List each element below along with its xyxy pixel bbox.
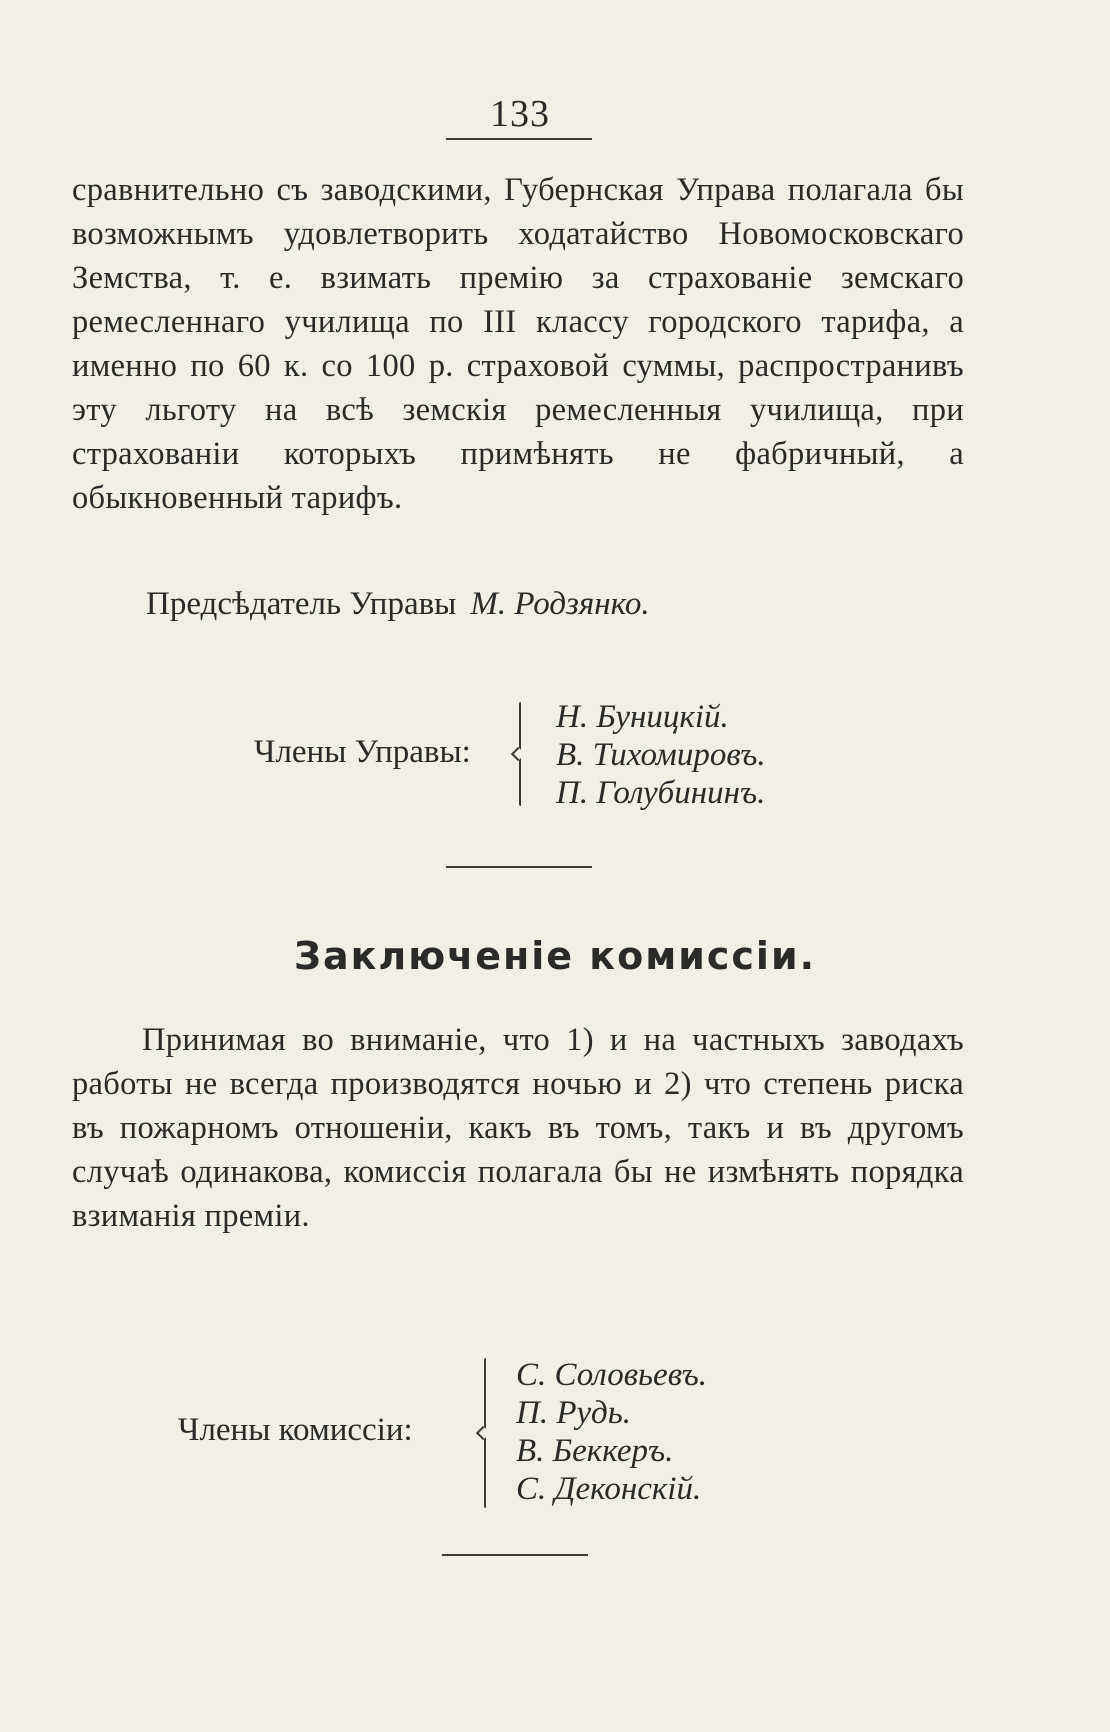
board-member-name: В. Тихомировъ.	[556, 737, 766, 773]
commission-members-brace-point	[476, 1426, 490, 1440]
section-divider	[446, 866, 592, 868]
commission-conclusion-heading: Заключеніе комиссіи.	[293, 934, 817, 978]
commission-members-list	[516, 1356, 707, 1508]
commission-member-name: В. Беккеръ.	[516, 1433, 674, 1469]
paragraph-chairman-report: сравнительно съ заводскими, Губернская Управа полагала бы возможнымъ удовлетворить ходатайство Новомосковскаго Земства, т. е. взимать премію за страхованіе земскаго ремесленнаго училища по III классу городского тарифа, а именно по 60 к. со 100 р. страховой суммы, распространивъ эту льготу на всѣ земскія ремесленныя училища, при страхованіи которыхъ примѣнять не фабричный, а обыкновенный тарифъ.	[72, 172, 964, 516]
paragraph-commission-conclusion	[72, 1018, 964, 1238]
closing-divider	[442, 1554, 588, 1556]
commission-member-name: П. Рудь.	[516, 1395, 632, 1431]
commission-members-label: Члены комиссіи:	[178, 1412, 413, 1448]
board-member-name: П. Голубининъ.	[556, 775, 766, 811]
page-number: 133	[490, 93, 550, 135]
chairman-name: М. Родзянко.	[470, 586, 650, 622]
commission-member-name: С. Деконскій.	[516, 1471, 702, 1507]
board-members-list	[556, 698, 766, 812]
page-number-rule	[446, 138, 592, 140]
board-members-brace-point	[511, 747, 525, 761]
board-members-label: Члены Управы:	[254, 734, 471, 770]
board-member-name: Н. Буницкій.	[556, 699, 729, 735]
chairman-label: Предсѣдатель Управы	[146, 586, 457, 622]
chairman-signature	[146, 586, 650, 623]
paragraph-commission-text: Принимая во вниманіе, что 1) и на частныхъ заводахъ работы не всегда производятся ночью и 2) что степень риска въ пожарномъ отношеніи, какъ въ томъ, такъ и въ другомъ случаѣ одинакова, комиссія полагала бы не измѣнять порядка взиманія преміи.	[72, 1022, 964, 1234]
commission-member-name: С. Соловьевъ.	[516, 1357, 707, 1393]
